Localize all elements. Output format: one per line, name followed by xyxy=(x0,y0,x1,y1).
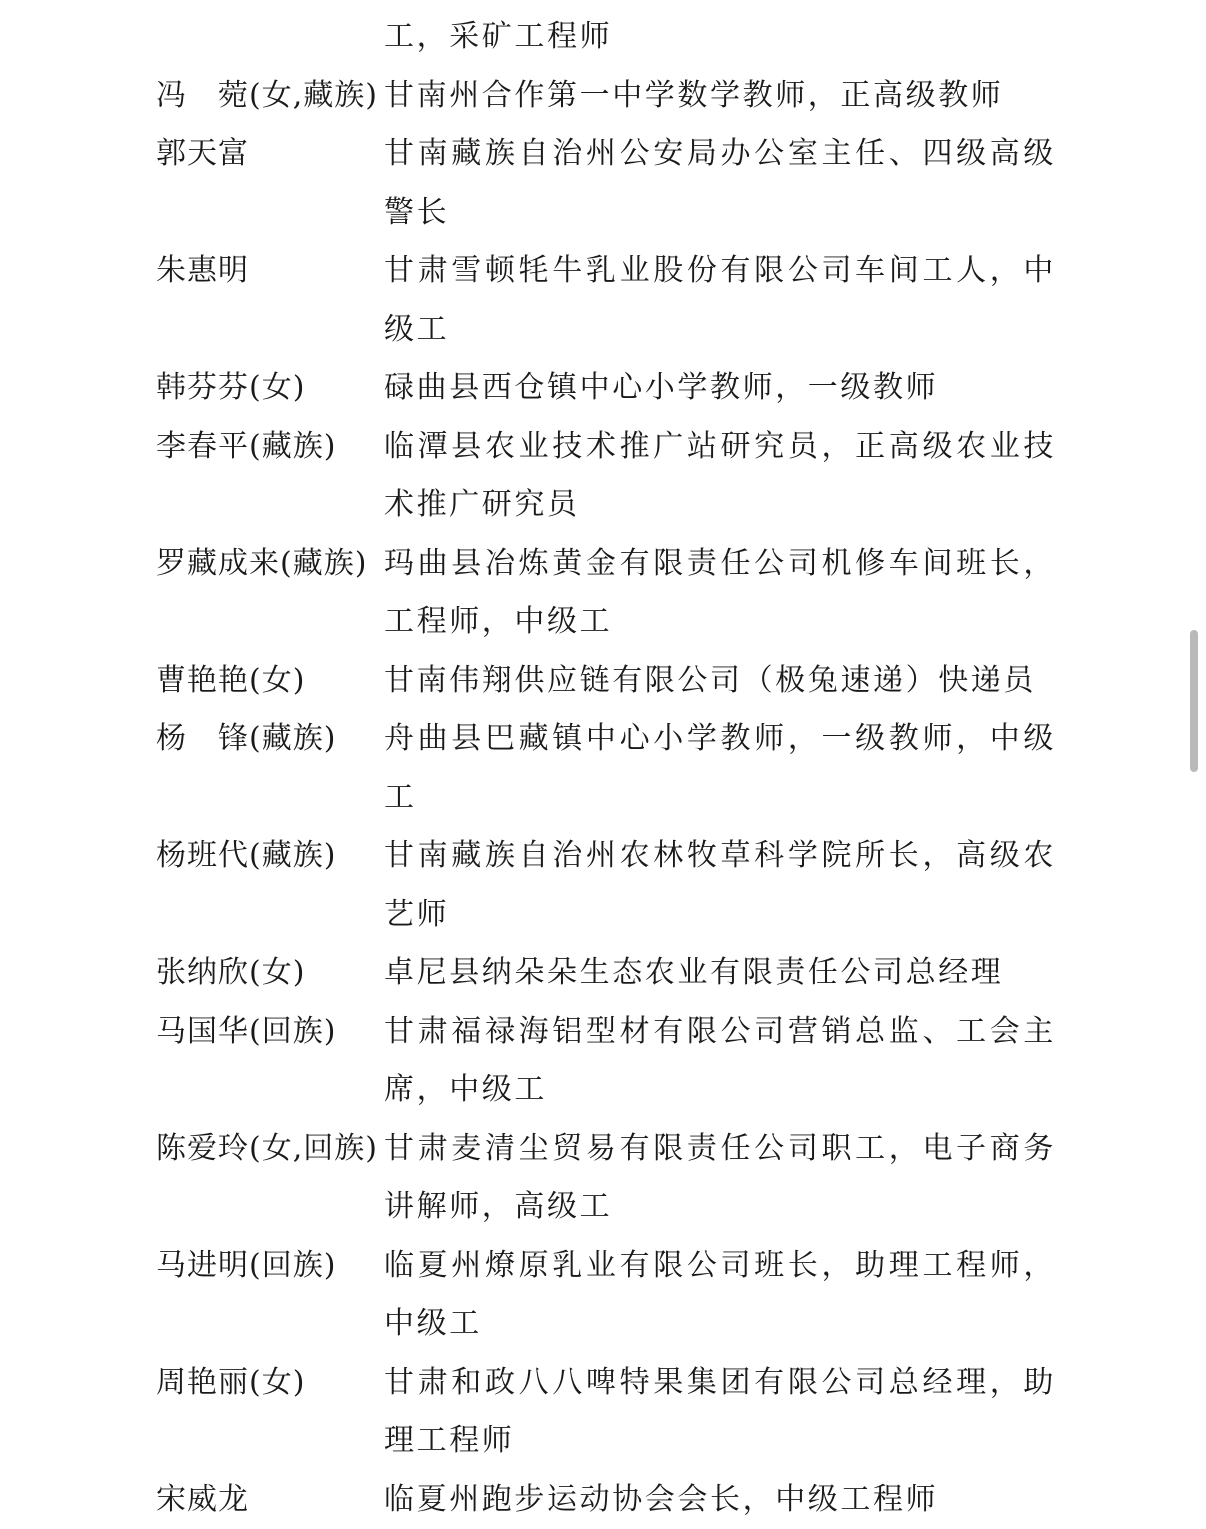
list-item xyxy=(156,827,1056,944)
honoree-description: 甘肃麦清尘贸易有限责任公司职工，电子商务讲解师，高级工 xyxy=(384,1120,1056,1237)
list-item xyxy=(156,242,1056,359)
honoree-list xyxy=(156,8,1056,1529)
honoree-name: 周艳丽(女) xyxy=(156,1354,384,1413)
list-item xyxy=(156,67,1056,126)
list-item xyxy=(156,1237,1056,1354)
list-item xyxy=(156,652,1056,711)
list-item xyxy=(156,8,1056,67)
list-item xyxy=(156,359,1056,418)
list-item xyxy=(156,1354,1056,1471)
honoree-name: 李春平(藏族) xyxy=(156,418,384,477)
honoree-description: 甘南伟翔供应链有限公司（极兔速递）快递员 xyxy=(384,652,1056,711)
honoree-description: 玛曲县冶炼黄金有限责任公司机修车间班长，工程师，中级工 xyxy=(384,535,1056,652)
honoree-name: 曹艳艳(女) xyxy=(156,652,384,711)
honoree-name: 朱惠明 xyxy=(156,242,384,301)
list-item xyxy=(156,944,1056,1003)
honoree-name: 陈爱玲(女,回族) xyxy=(156,1120,384,1179)
honoree-name: 杨 锋(藏族) xyxy=(156,710,384,769)
honoree-name: 杨班代(藏族) xyxy=(156,827,384,886)
list-item xyxy=(156,1003,1056,1120)
list-item xyxy=(156,710,1056,827)
honoree-description: 舟曲县巴藏镇中心小学教师，一级教师，中级工 xyxy=(384,710,1056,827)
honoree-description: 甘肃和政八八啤特果集团有限公司总经理，助理工程师 xyxy=(384,1354,1056,1471)
honoree-description: 甘南藏族自治州农林牧草科学院所长，高级农艺师 xyxy=(384,827,1056,944)
honoree-description: 临潭县农业技术推广站研究员，正高级农业技术推广研究员 xyxy=(384,418,1056,535)
honoree-name: 马国华(回族) xyxy=(156,1003,384,1062)
honoree-description: 甘南藏族自治州公安局办公室主任、四级高级警长 xyxy=(384,125,1056,242)
list-item xyxy=(156,535,1056,652)
honoree-name: 罗藏成来(藏族) xyxy=(156,535,384,594)
honoree-description: 卓尼县纳朵朵生态农业有限责任公司总经理 xyxy=(384,944,1056,1003)
honoree-name: 张纳欣(女) xyxy=(156,944,384,1003)
honoree-description: 临夏州燎原乳业有限公司班长，助理工程师，中级工 xyxy=(384,1237,1056,1354)
list-item xyxy=(156,125,1056,242)
honoree-name: 韩芬芬(女) xyxy=(156,359,384,418)
honoree-description: 甘肃福禄海铝型材有限公司营销总监、工会主席，中级工 xyxy=(384,1003,1056,1120)
honoree-description: 甘南州合作第一中学数学教师，正高级教师 xyxy=(384,67,1056,126)
honoree-name: 冯 菀(女,藏族) xyxy=(156,67,384,126)
honoree-description: 甘肃雪顿牦牛乳业股份有限公司车间工人，中级工 xyxy=(384,242,1056,359)
scrollbar-thumb[interactable] xyxy=(1190,630,1198,772)
honoree-name: 郭天富 xyxy=(156,125,384,184)
list-item xyxy=(156,1471,1056,1529)
honoree-name: 马进明(回族) xyxy=(156,1237,384,1296)
honoree-description: 工，采矿工程师 xyxy=(384,8,1056,67)
list-item xyxy=(156,418,1056,535)
honoree-name: 宋威龙 xyxy=(156,1471,384,1529)
honoree-description: 碌曲县西仓镇中心小学教师，一级教师 xyxy=(384,359,1056,418)
honoree-description: 临夏州跑步运动协会会长，中级工程师 xyxy=(384,1471,1056,1529)
list-item xyxy=(156,1120,1056,1237)
